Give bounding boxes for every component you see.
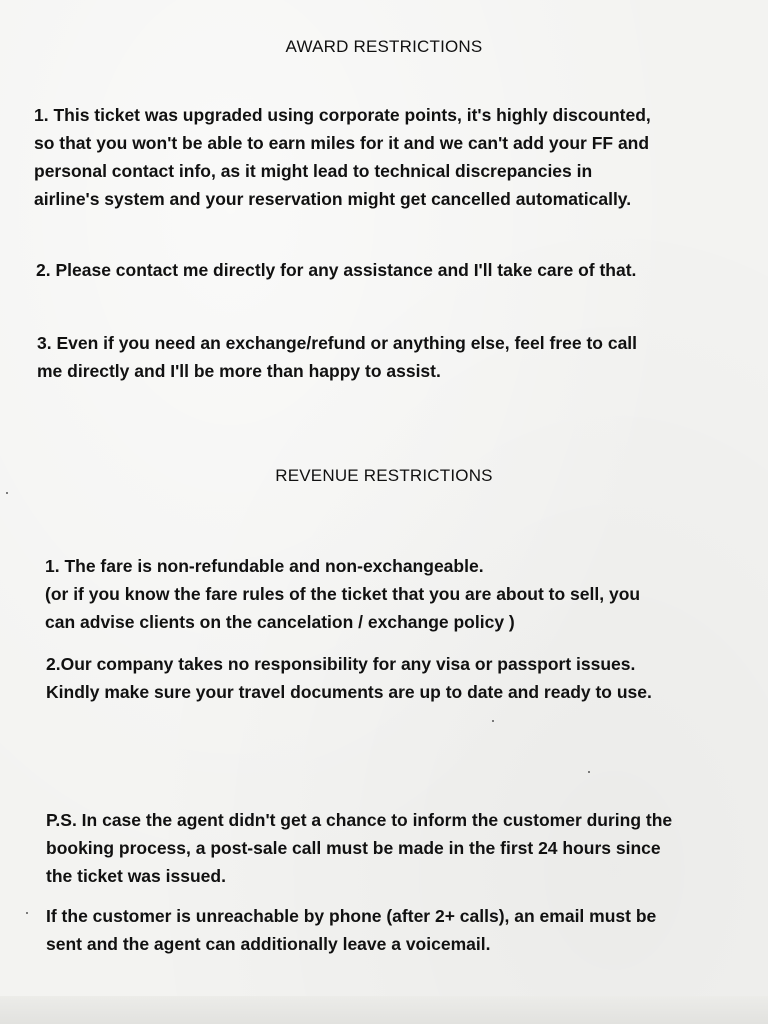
award-item-3 [37, 329, 637, 385]
ps-paragraph-2 [46, 902, 656, 958]
award-item-3-line-1: 3. Even if you need an exchange/refund or anything else, feel free to call [37, 333, 638, 353]
ps-paragraph-2-line-2: sent and the agent can additionally leave a voicemail. [46, 934, 491, 954]
page-bottom-edge [0, 996, 768, 1024]
award-item-1 [34, 101, 651, 213]
award-item-1-line-1: 1. This ticket was upgraded using corporate points, it's highly discounted, [34, 105, 651, 125]
revenue-item-2-line-2: Kindly make sure your travel documents are up to date and ready to use. [46, 682, 652, 702]
ps-paragraph-2-line-1: If the customer is unreachable by phone (after 2+ calls), an email must be [46, 906, 657, 926]
revenue-restrictions-heading: REVENUE RESTRICTIONS [275, 466, 493, 485]
award-item-1-line-4: airline's system and your reservation might get cancelled automatically. [34, 189, 632, 209]
award-item-2 [36, 256, 636, 284]
ps-paragraph-1-line-1: P.S. In case the agent didn't get a chance to inform the customer during the [46, 810, 673, 830]
revenue-item-2 [46, 650, 652, 706]
award-item-1-line-3: personal contact info, as it might lead to technical discrepancies in [34, 161, 593, 181]
ps-paragraph-1 [46, 806, 672, 890]
award-item-1-line-2: so that you won't be able to earn miles for it and we can't add your FF and [34, 133, 650, 153]
award-restrictions-heading: AWARD RESTRICTIONS [285, 37, 483, 56]
scan-speck [26, 912, 28, 914]
revenue-item-1-line-3: can advise clients on the cancelation / exchange policy ) [45, 612, 515, 632]
scan-speck [588, 771, 590, 773]
revenue-item-1 [45, 552, 640, 636]
revenue-item-1-line-2: (or if you know the fare rules of the ticket that you are about to sell, you [45, 584, 641, 604]
revenue-item-2-line-1: 2.Our company takes no responsibility for any visa or passport issues. [46, 654, 636, 674]
scan-speck [6, 492, 8, 494]
revenue-item-1-line-1: 1. The fare is non-refundable and non-exchangeable. [45, 556, 484, 576]
scan-speck [492, 720, 494, 722]
award-item-3-line-2: me directly and I'll be more than happy to assist. [37, 361, 441, 381]
ps-paragraph-1-line-3: the ticket was issued. [46, 866, 226, 886]
ps-paragraph-1-line-2: booking process, a post-sale call must be made in the first 24 hours since [46, 838, 661, 858]
award-item-2-line-1: 2. Please contact me directly for any assistance and I'll take care of that. [36, 260, 637, 280]
